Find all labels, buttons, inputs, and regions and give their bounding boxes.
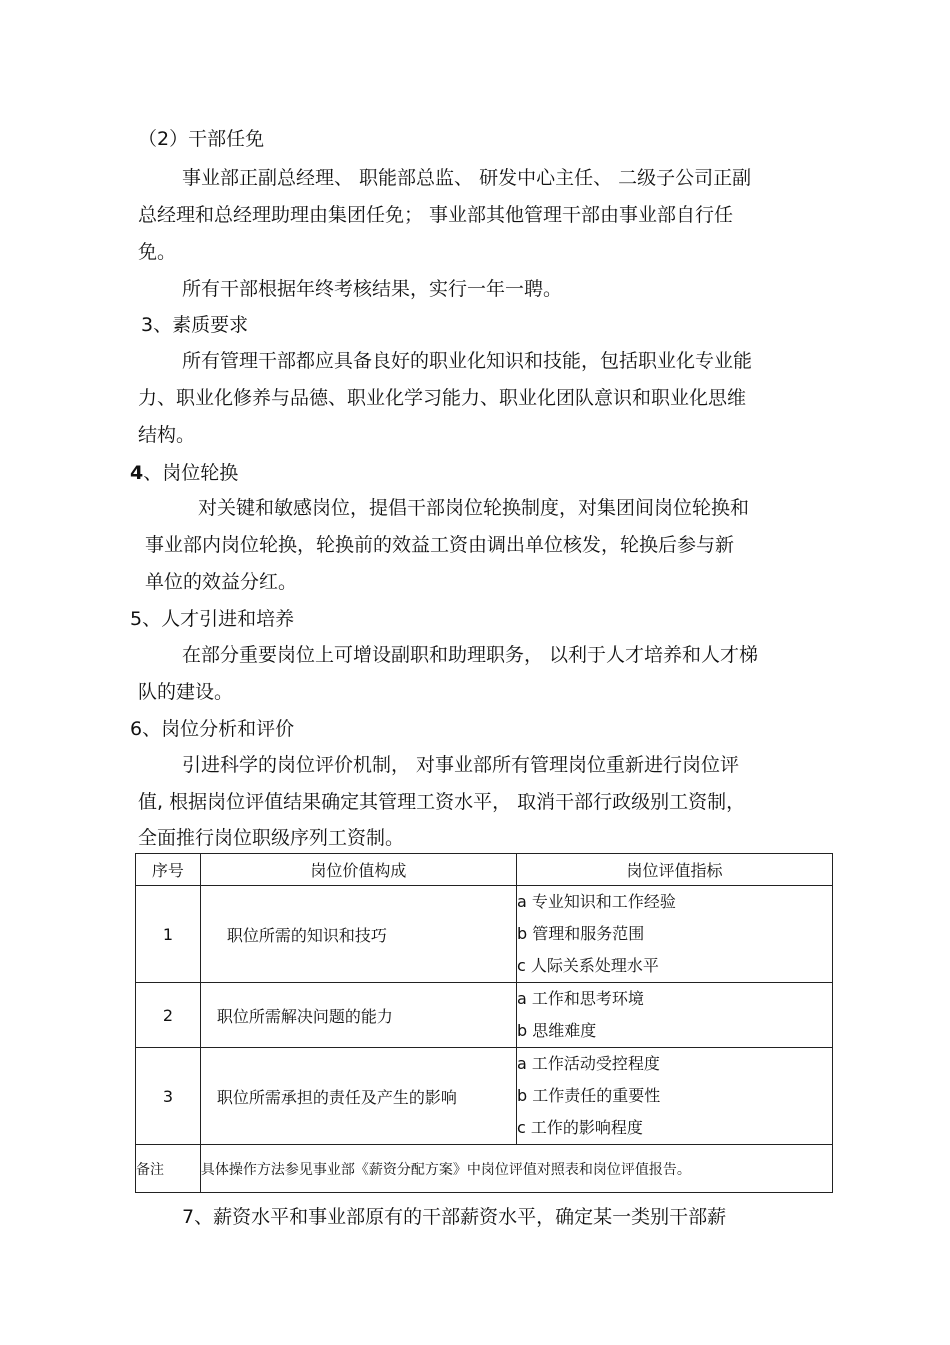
indicator-item: a 工作活动受控程度 [516, 1054, 660, 1073]
section-heading: （2）干部任免 [138, 128, 265, 150]
table-note-row [136, 1145, 833, 1193]
paragraph-line: 单位的效益分红。 [145, 571, 298, 593]
indicators-cell [516, 1048, 832, 1145]
indicators-cell [516, 886, 832, 983]
header-no: 序号 [136, 854, 201, 886]
section-title: 、岗位轮换 [143, 462, 239, 484]
paragraph-line: 引进科学的岗位评价机制， 对事业部所有管理岗位重新进行岗位评 [182, 754, 740, 776]
row-number: 1 [136, 886, 201, 983]
paragraph-line: 力、职业化修养与品德、职业化学习能力、职业化团队意识和职业化思维 [138, 387, 747, 409]
value-component-text: 职位所需承担的责任及产生的影响 [216, 1087, 457, 1107]
section-heading: 5、人才引进和培养 [130, 608, 295, 630]
header-value-component: 岗位价值构成 [200, 854, 516, 886]
value-component-cell [200, 1048, 516, 1145]
paragraph-line: 队的建设。 [138, 681, 234, 703]
value-component-text: 职位所需的知识和技巧 [226, 925, 387, 945]
indicator-item: b 思维难度 [516, 1021, 597, 1040]
indicator-item: b 工作责任的重要性 [516, 1086, 661, 1105]
table-header-row [136, 854, 833, 886]
paragraph-line: 对关键和敏感岗位，提倡干部岗位轮换制度，对集团间岗位轮换和 [198, 497, 750, 519]
table-row [136, 983, 833, 1048]
paragraph-line: 在部分重要岗位上可增设副职和助理职务， 以利于人才培养和人才梯 [182, 644, 759, 666]
indicator-item: c 人际关系处理水平 [516, 956, 659, 975]
paragraph-line: 7、薪资水平和事业部原有的干部薪资水平，确定某一类别干部薪 [182, 1206, 727, 1228]
section-heading: 6、岗位分析和评价 [130, 718, 295, 740]
paragraph-line: 总经理和总经理助理由集团任免； 事业部其他管理干部由事业部自行任 [138, 204, 734, 226]
job-evaluation-table [135, 853, 833, 1193]
indicator-item: a 工作和思考环境 [516, 989, 644, 1008]
paragraph-line: 所有干部根据年终考核结果，实行一年一聘。 [182, 278, 563, 300]
value-component-cell [200, 983, 516, 1048]
paragraph-line: 全面推行岗位职级序列工资制。 [138, 827, 405, 849]
table-row [136, 886, 833, 983]
note-label: 备注 [136, 1145, 201, 1193]
paragraph-line: 事业部正副总经理、 职能部总监、 研发中心主任、 二级子公司正副 [182, 167, 752, 189]
header-indicators: 岗位评值指标 [516, 854, 832, 886]
paragraph-line: 结构。 [138, 424, 196, 446]
table-row [136, 1048, 833, 1145]
value-component-cell [200, 886, 516, 983]
row-number: 3 [136, 1048, 201, 1145]
indicator-item: c 工作的影响程度 [516, 1118, 643, 1137]
section-heading: 3、素质要求 [141, 314, 249, 336]
paragraph-line: 事业部内岗位轮换，轮换前的效益工资由调出单位核发，轮换后参与新 [145, 534, 735, 556]
indicator-item: a 专业知识和工作经验 [516, 892, 676, 911]
section-number: 4 [130, 462, 144, 484]
row-number: 2 [136, 983, 201, 1048]
note-text: 具体操作方法参见事业部《薪资分配方案》中岗位评值对照表和岗位评值报告。 [200, 1145, 832, 1193]
paragraph-line: 免。 [138, 241, 177, 263]
indicator-item: b 管理和服务范围 [516, 924, 645, 943]
paragraph-line: 所有管理干部都应具备良好的职业化知识和技能，包括职业化专业能 [182, 350, 753, 372]
indicators-cell [516, 983, 832, 1048]
value-component-text: 职位所需解决问题的能力 [216, 1006, 393, 1026]
section-heading [130, 461, 238, 485]
paragraph-line: 值, 根据岗位评值结果确定其管理工资水平， 取消干部行政级别工资制， [138, 791, 746, 813]
